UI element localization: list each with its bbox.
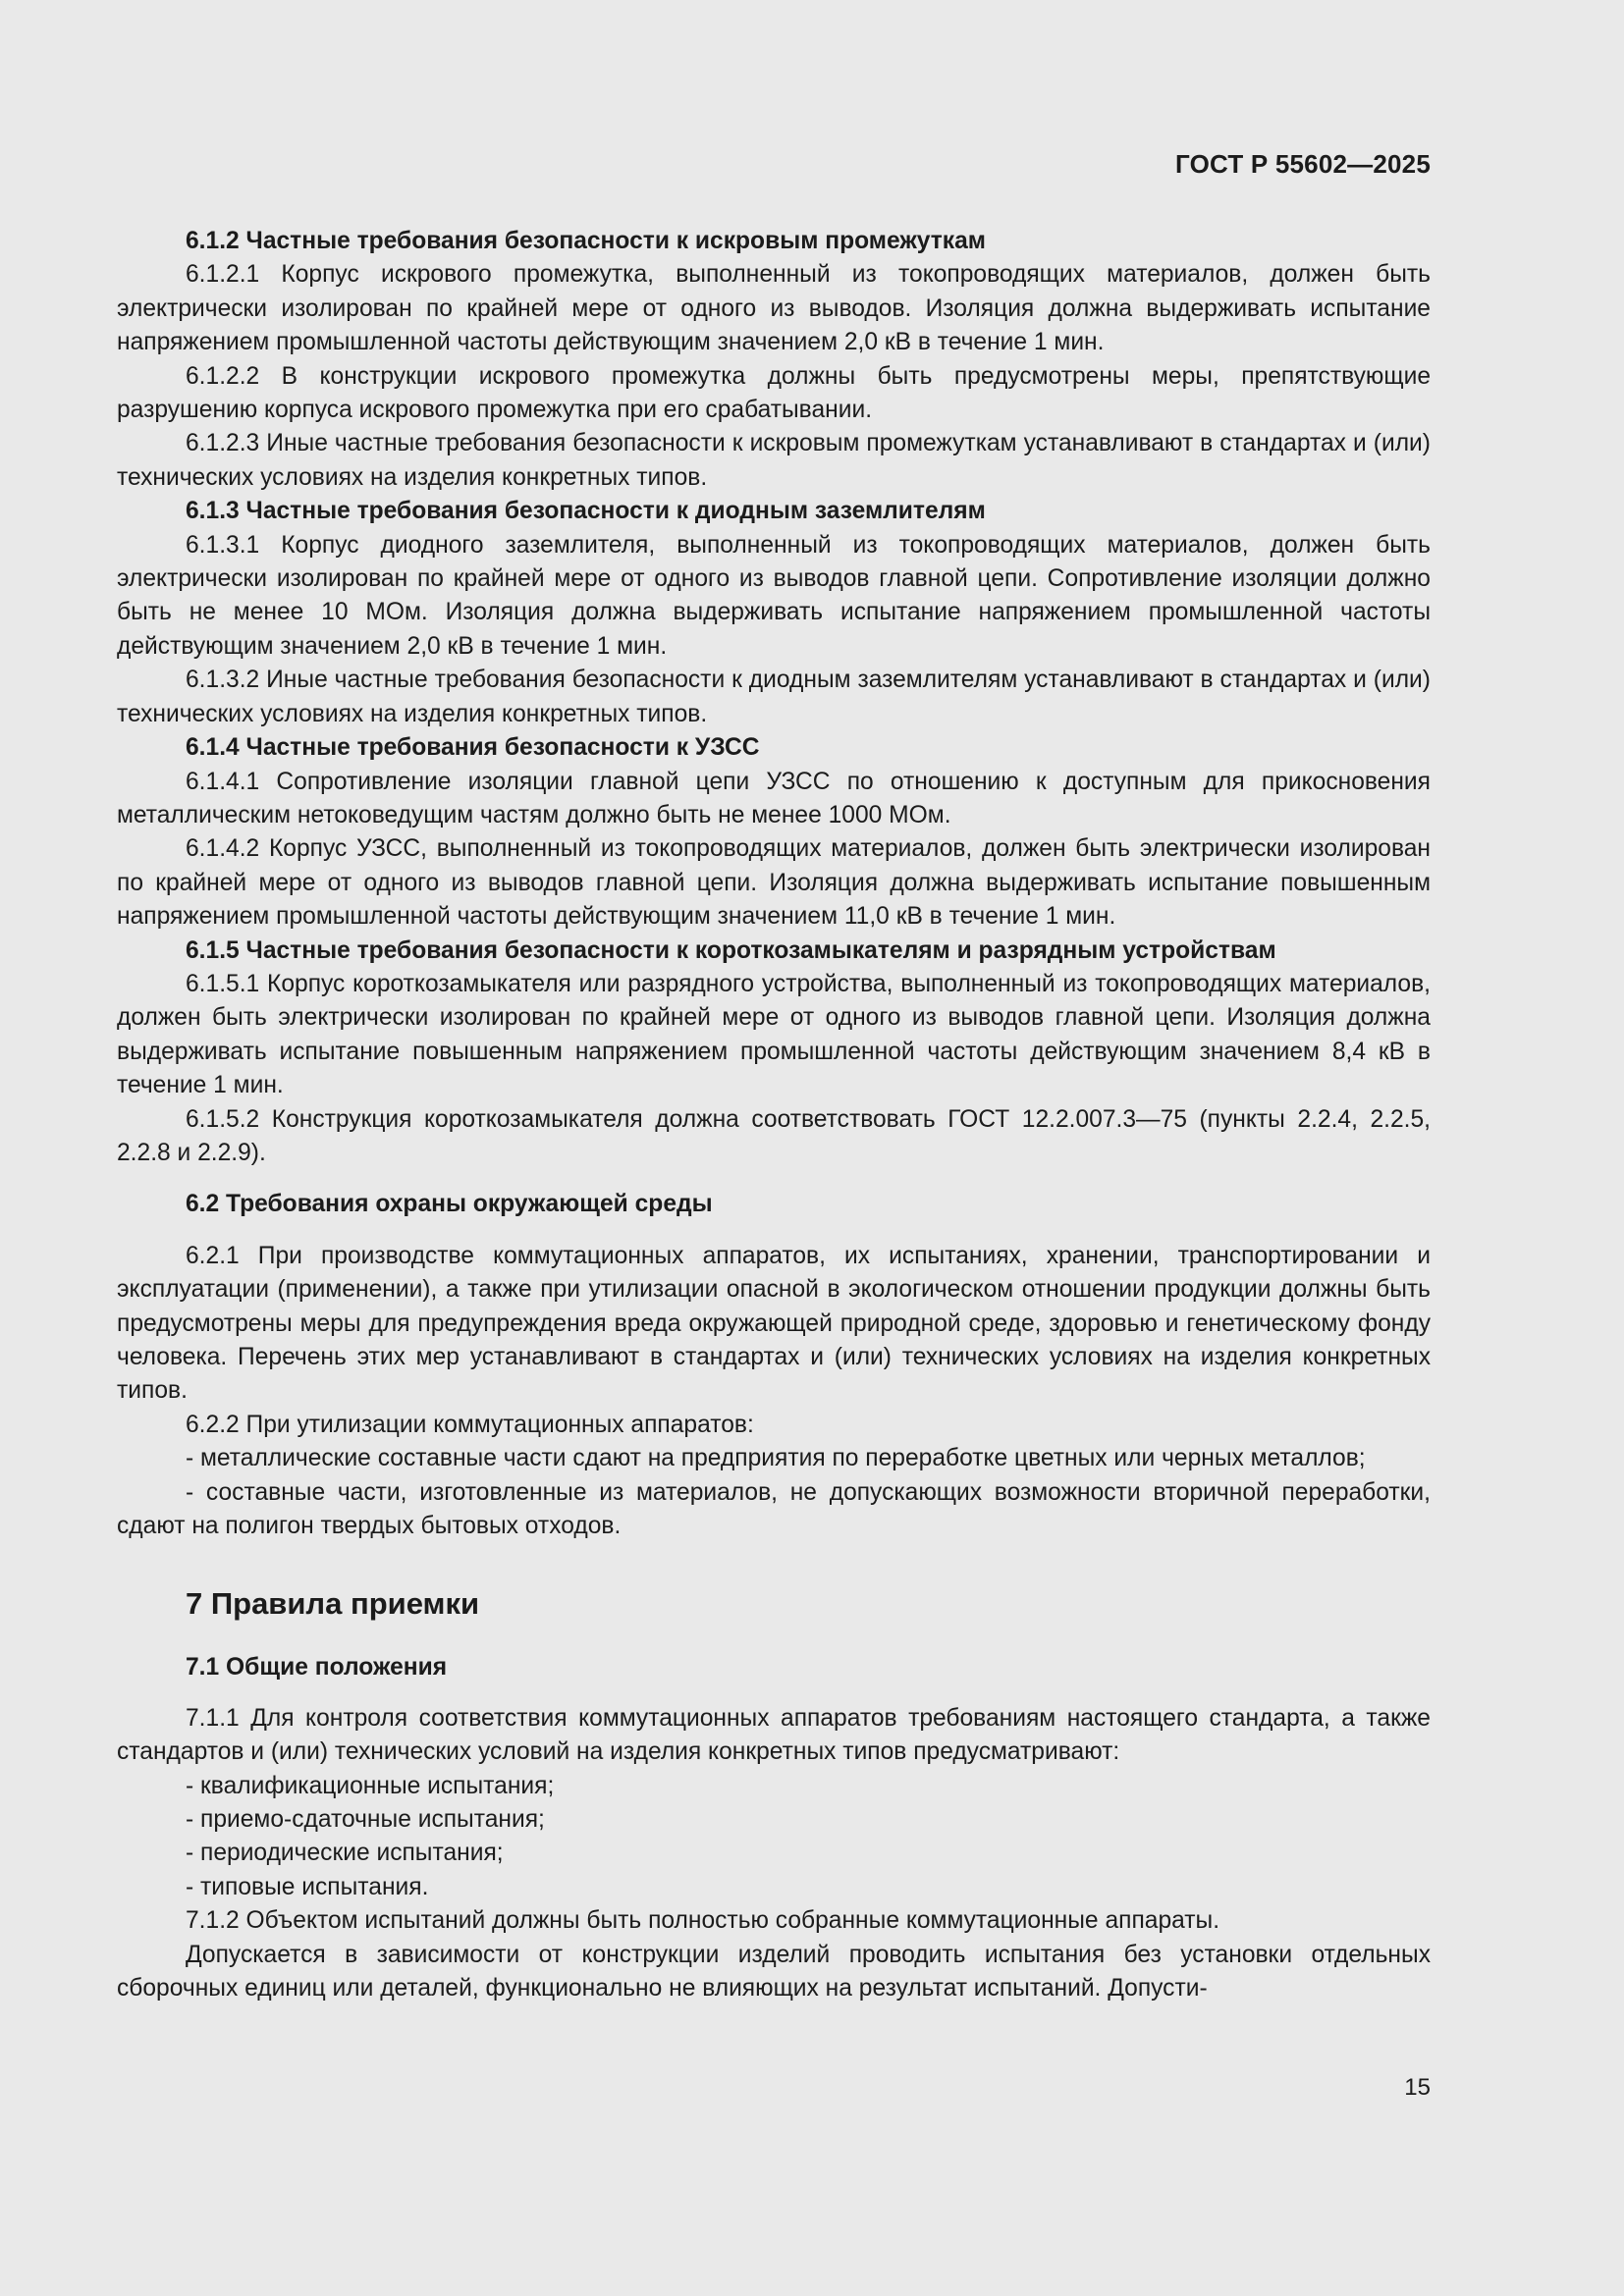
document-header-code: ГОСТ Р 55602—2025 — [1175, 149, 1431, 179]
page-number: 15 — [1404, 2074, 1431, 2101]
paragraph-6-1-2-2: 6.1.2.2 В конструкции искрового промежутка должны быть предусмотрены меры, препятствующие разрушению корпуса искрового промежутка при его срабатывании. — [117, 362, 1431, 424]
chapter-heading-7: 7 Правила приемки — [186, 1586, 480, 1622]
paragraph-6-2-1: 6.2.1 При производстве коммутационных аппаратов, их испытаниях, хранении, транспортировании и эксплуатации (применении), а также при утилизации опасной в экологическом отношении продукции должны быть предусмотрены меры для предупреждения вреда окружающей природной среде, здоровью и генетическому фонду человека. Перечень этих мер устанавливают в стандартах и (или) технических условиях на изделия конкретных типов. — [117, 1242, 1431, 1405]
paragraph-7-1-1: 7.1.1 Для контроля соответствия коммутационных аппаратов требованиям настоящего стандарта, а также стандартов и (или) технических условий на изделия конкретных типов предусматривают: — [117, 1704, 1431, 1766]
section-heading-6-1-2: 6.1.2 Частные требования безопасности к искровым промежуткам — [186, 228, 986, 254]
section-heading-6-1-3: 6.1.3 Частные требования безопасности к диодным заземлителям — [186, 498, 986, 525]
paragraph-6-1-3-1: 6.1.3.1 Корпус диодного заземлителя, выполненный из токопроводящих материалов, должен быть электрически изолирован по крайней мере от одного из выводов главной цепи. Сопротивление изоляции должно быть не менее 10 МОм. Изоляция должна выдерживать испытание напряжением промышленной частоты действующим значением 2,0 кВ в течение 1 мин. — [117, 531, 1431, 660]
section-heading-7-1: 7.1 Общие положения — [186, 1654, 448, 1682]
list-item-test-type: - приемо-сдаточные испытания; — [186, 1806, 545, 1834]
paragraph-6-1-4-1: 6.1.4.1 Сопротивление изоляции главной цепи УЗСС по отношению к доступным для прикосновения металлическим нетоковедущим частям должно быть не менее 1000 МОм. — [117, 768, 1431, 828]
section-heading-6-1-4: 6.1.4 Частные требования безопасности к УЗСС — [186, 734, 760, 762]
paragraph-6-1-5-1: 6.1.5.1 Корпус короткозамыкателя или разрядного устройства, выполненный из токопроводящих материалов, должен быть электрически изолирован по крайней мере от одного из выводов главной цепи. Изоляция должна выдерживать испытание повышенным напряжением промышленной частоты действующим значением 8,4 кВ в течение 1 мин. — [117, 970, 1431, 1099]
list-item-metal-parts: - металлические составные части сдают на предприятия по переработке цветных или черных металлов; — [186, 1445, 1366, 1472]
paragraph-6-1-2-3: 6.1.2.3 Иные частные требования безопасности к искровым промежуткам устанавливают в стандартах и (или) технических условиях на изделия конкретных типов. — [117, 430, 1431, 491]
list-item-non-recyclable-parts: - составные части, изготовленные из материалов, не допускающих возможности вторичной переработки, сдают на полигон твердых бытовых отходов. — [117, 1478, 1431, 1540]
section-heading-6-1-5: 6.1.5 Частные требования безопасности к короткозамыкателям и разрядным устройствам — [186, 936, 1276, 964]
paragraph-6-2-2: 6.2.2 При утилизации коммутационных аппаратов: — [186, 1411, 754, 1438]
paragraph-6-1-5-2: 6.1.5.2 Конструкция короткозамыкателя должна соответствовать ГОСТ 12.2.007.3—75 (пункты 2.2.4, 2.2.5, 2.2.8 и 2.2.9). — [117, 1105, 1431, 1166]
list-item-test-type: - квалификационные испытания; — [186, 1772, 555, 1799]
list-item-test-type: - типовые испытания. — [186, 1873, 429, 1900]
paragraph-6-1-3-2: 6.1.3.2 Иные частные требования безопасности к диодным заземлителям устанавливают в стандартах и (или) технических условиях на изделия конкретных типов. — [117, 667, 1431, 727]
paragraph-6-1-4-2: 6.1.4.2 Корпус УЗСС, выполненный из токопроводящих материалов, должен быть электрически изолирован по крайней мере от одного из выводов главной цепи. Изоляция должна выдерживать испытание повышенным напряжением промышленной частоты действующим значением 11,0 кВ в течение 1 мин. — [117, 835, 1431, 931]
section-heading-6-2: 6.2 Требования охраны окружающей среды — [186, 1191, 713, 1218]
paragraph-7-1-2-continued: Допускается в зависимости от конструкции изделий проводить испытания без установки отдельных сборочных единиц или деталей, функционально не влияющих на результат испытаний. Допусти- — [117, 1941, 1431, 2002]
paragraph-6-1-2-1: 6.1.2.1 Корпус искрового промежутка, выполненный из токопроводящих материалов, должен быть электрически изолирован по крайней мере от одного из выводов. Изоляция должна выдерживать испытание напряжением промышленной частоты действующим значением 2,0 кВ в течение 1 мин. — [117, 261, 1431, 356]
document-body — [117, 225, 1431, 2006]
list-item-test-type: - периодические испытания; — [186, 1840, 504, 1867]
paragraph-7-1-2: 7.1.2 Объектом испытаний должны быть полностью собранные коммутационные аппараты. — [186, 1907, 1220, 1935]
